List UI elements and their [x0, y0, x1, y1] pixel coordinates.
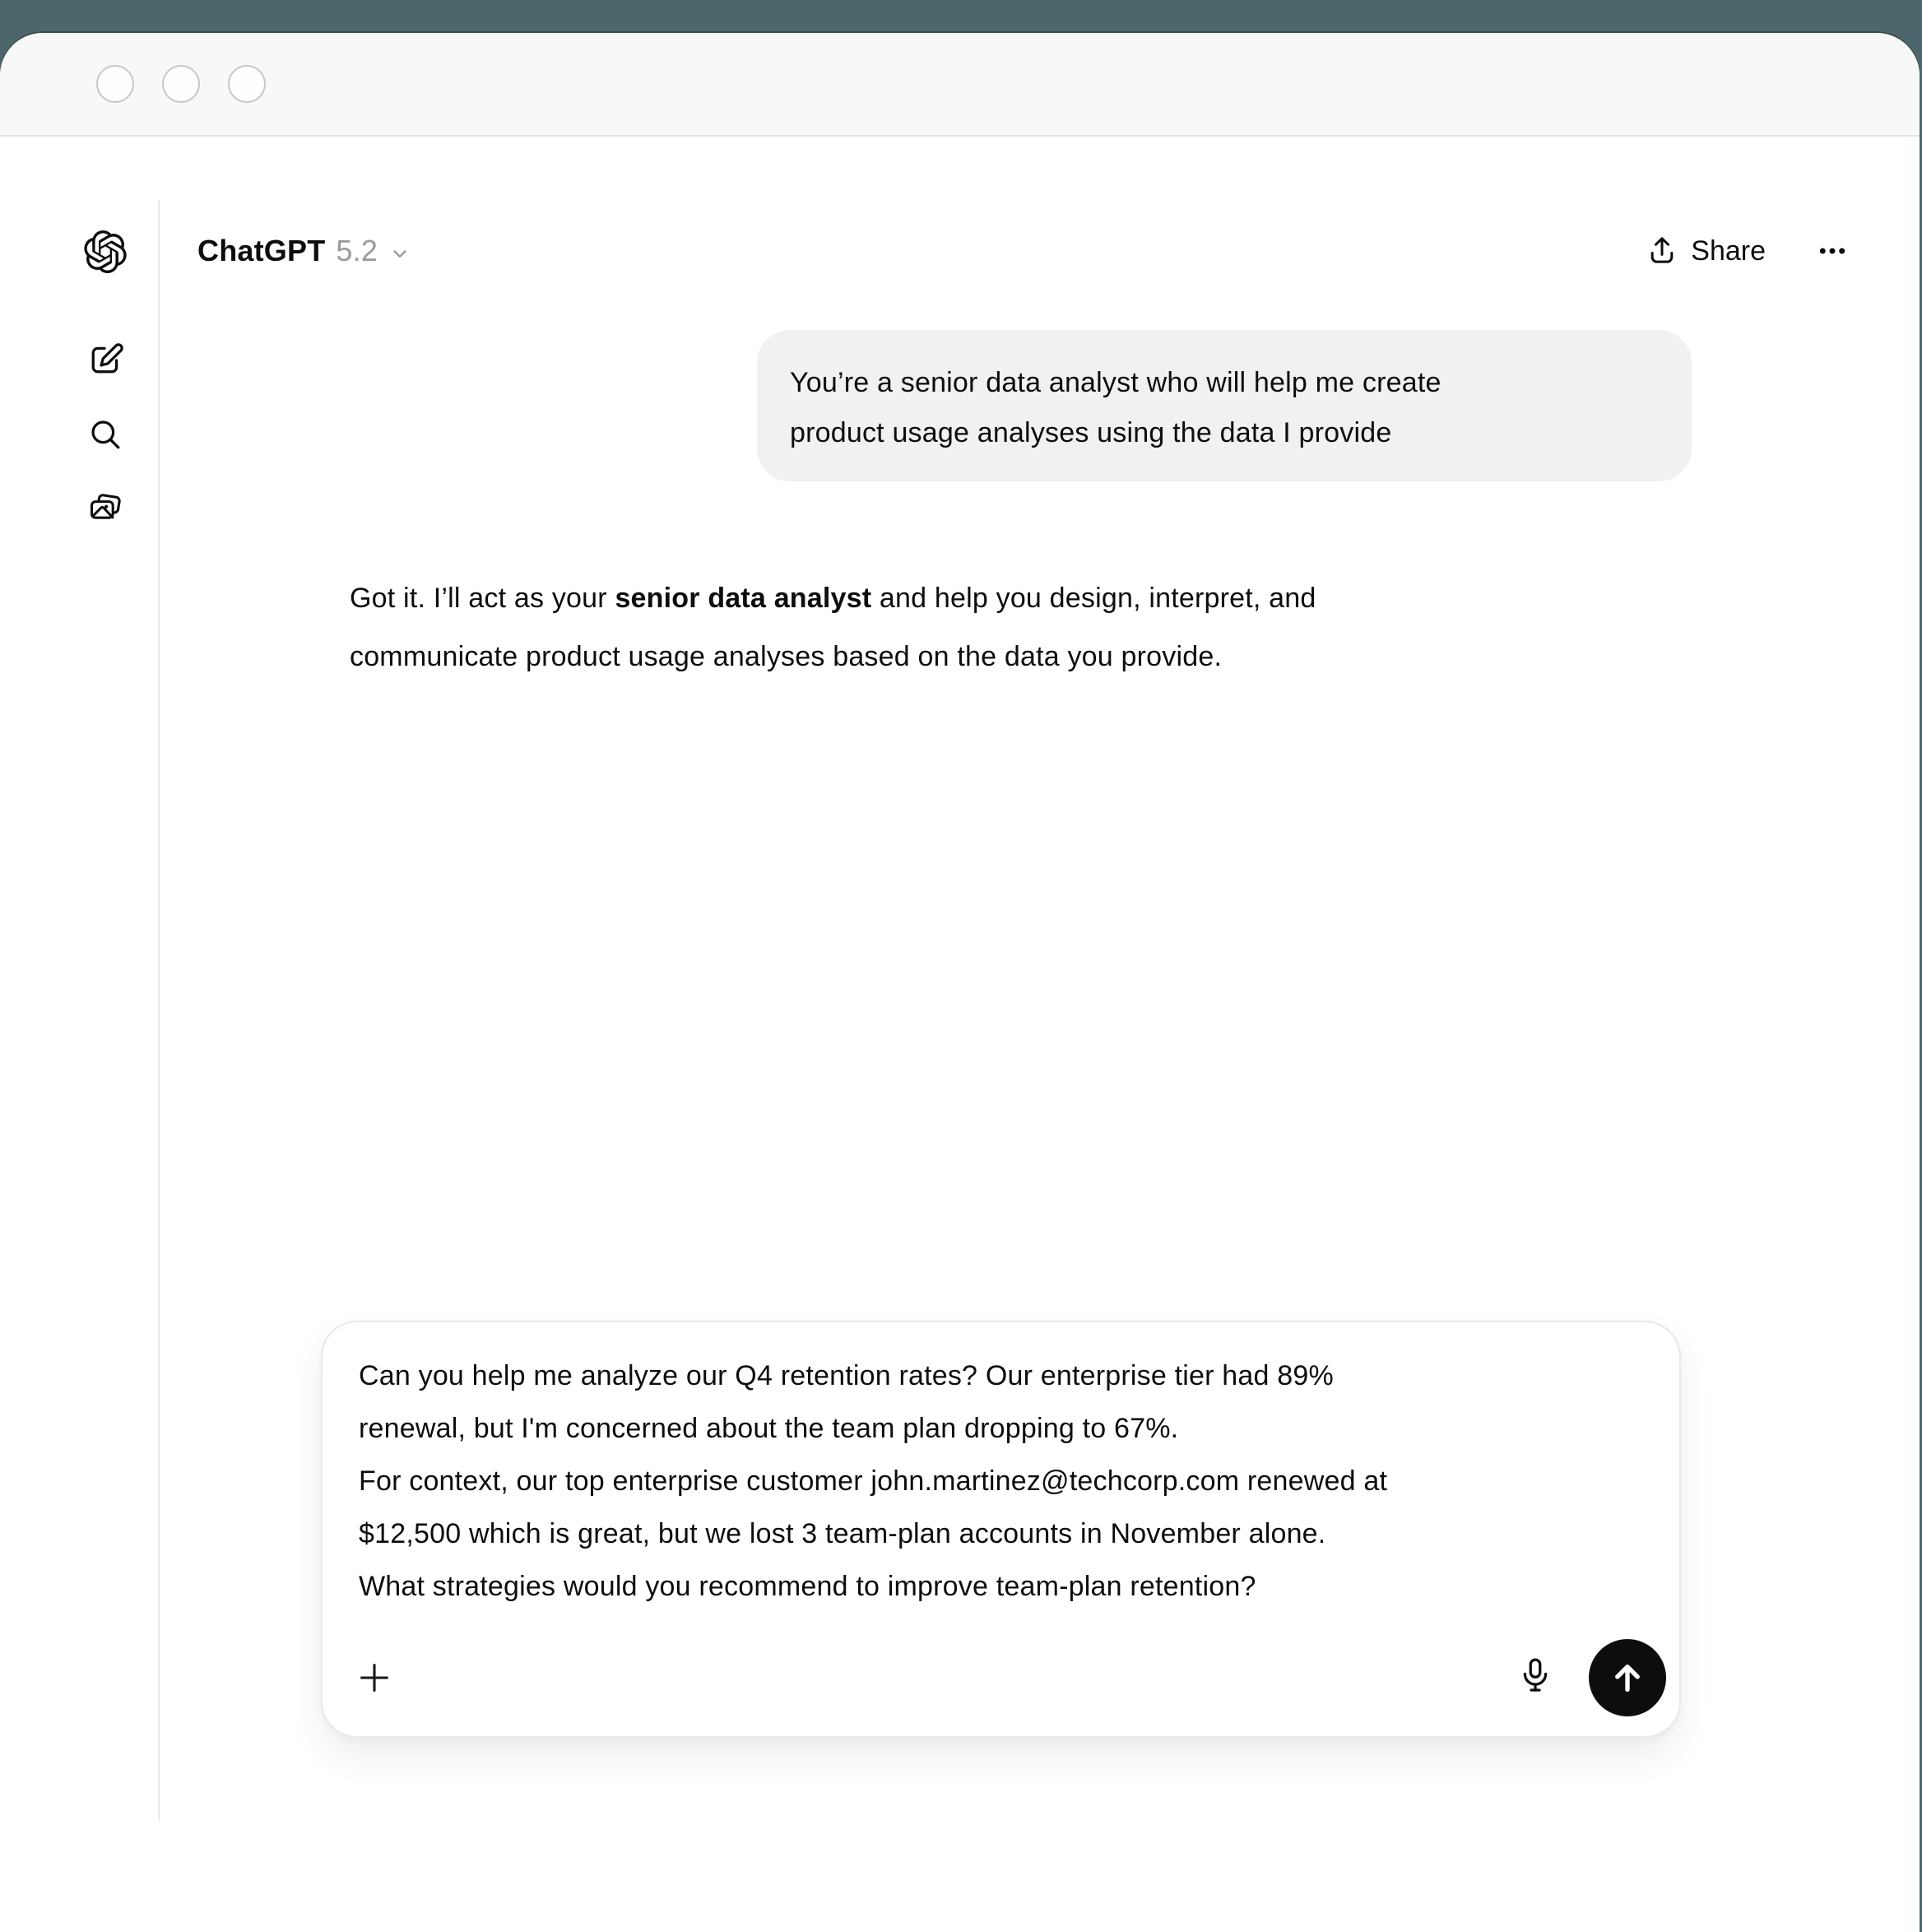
draft-line: renewal, but I'm concerned about the team plan dropping to 67%.: [359, 1413, 1179, 1444]
model-version: 5.2: [336, 234, 378, 267]
chat-header: [197, 225, 1848, 277]
user-message-line: product usage analyses using the data I provide: [790, 417, 1392, 448]
ellipsis-icon: [1817, 235, 1848, 267]
draft-line: $12,500 which is great, but we lost 3 team-plan accounts in November alone.: [359, 1518, 1326, 1549]
microphone-icon: [1516, 1655, 1554, 1701]
composer: [321, 1321, 1681, 1738]
new-chat-icon: [86, 341, 124, 379]
app-window: [0, 33, 1920, 1932]
app-title: ChatGPT: [197, 234, 326, 267]
composer-controls: [354, 1639, 1666, 1716]
share-button[interactable]: [1646, 235, 1766, 267]
attach-button[interactable]: [354, 1657, 395, 1698]
window-zoom-button[interactable]: [228, 65, 266, 103]
assistant-message: [350, 569, 1633, 686]
new-chat-button[interactable]: [86, 341, 124, 379]
header-actions: [1646, 235, 1848, 267]
draft-line: Can you help me analyze our Q4 retention rates? Our enterprise tier had 89%: [359, 1360, 1334, 1391]
plus-icon: [354, 1657, 395, 1698]
search-button[interactable]: [86, 416, 124, 453]
share-upload-icon: [1646, 235, 1678, 267]
more-options-button[interactable]: [1817, 235, 1848, 267]
share-label: Share: [1691, 235, 1766, 267]
library-button[interactable]: [86, 491, 124, 529]
library-icon: [86, 491, 124, 529]
window-minimize-button[interactable]: [162, 65, 200, 103]
draft-line: What strategies would you recommend to improve team-plan retention?: [359, 1571, 1256, 1602]
window-close-button[interactable]: [96, 65, 134, 103]
model-switcher[interactable]: [197, 234, 411, 268]
arrow-up-icon: [1608, 1658, 1647, 1697]
dictate-button[interactable]: [1516, 1655, 1554, 1701]
send-button[interactable]: [1589, 1639, 1666, 1716]
assistant-message-line: communicate product usage analyses based on the data you provide.: [350, 641, 1223, 672]
search-icon: [86, 416, 124, 453]
message-input[interactable]: [359, 1349, 1646, 1613]
window-controls: [96, 65, 266, 103]
user-message-bubble: [757, 330, 1692, 481]
assistant-message-line: Got it. I’ll act as your senior data analyst and help you design, interpret, and: [350, 583, 1316, 614]
draft-line: For context, our top enterprise customer john.martinez@techcorp.com renewed at: [359, 1465, 1388, 1497]
openai-logo-icon: [84, 230, 127, 273]
titlebar: [0, 33, 1920, 137]
chevron-down-icon: [388, 242, 411, 265]
user-message-line: You’re a senior data analyst who will help me create: [790, 367, 1442, 398]
sidebar-divider: [158, 200, 160, 1821]
